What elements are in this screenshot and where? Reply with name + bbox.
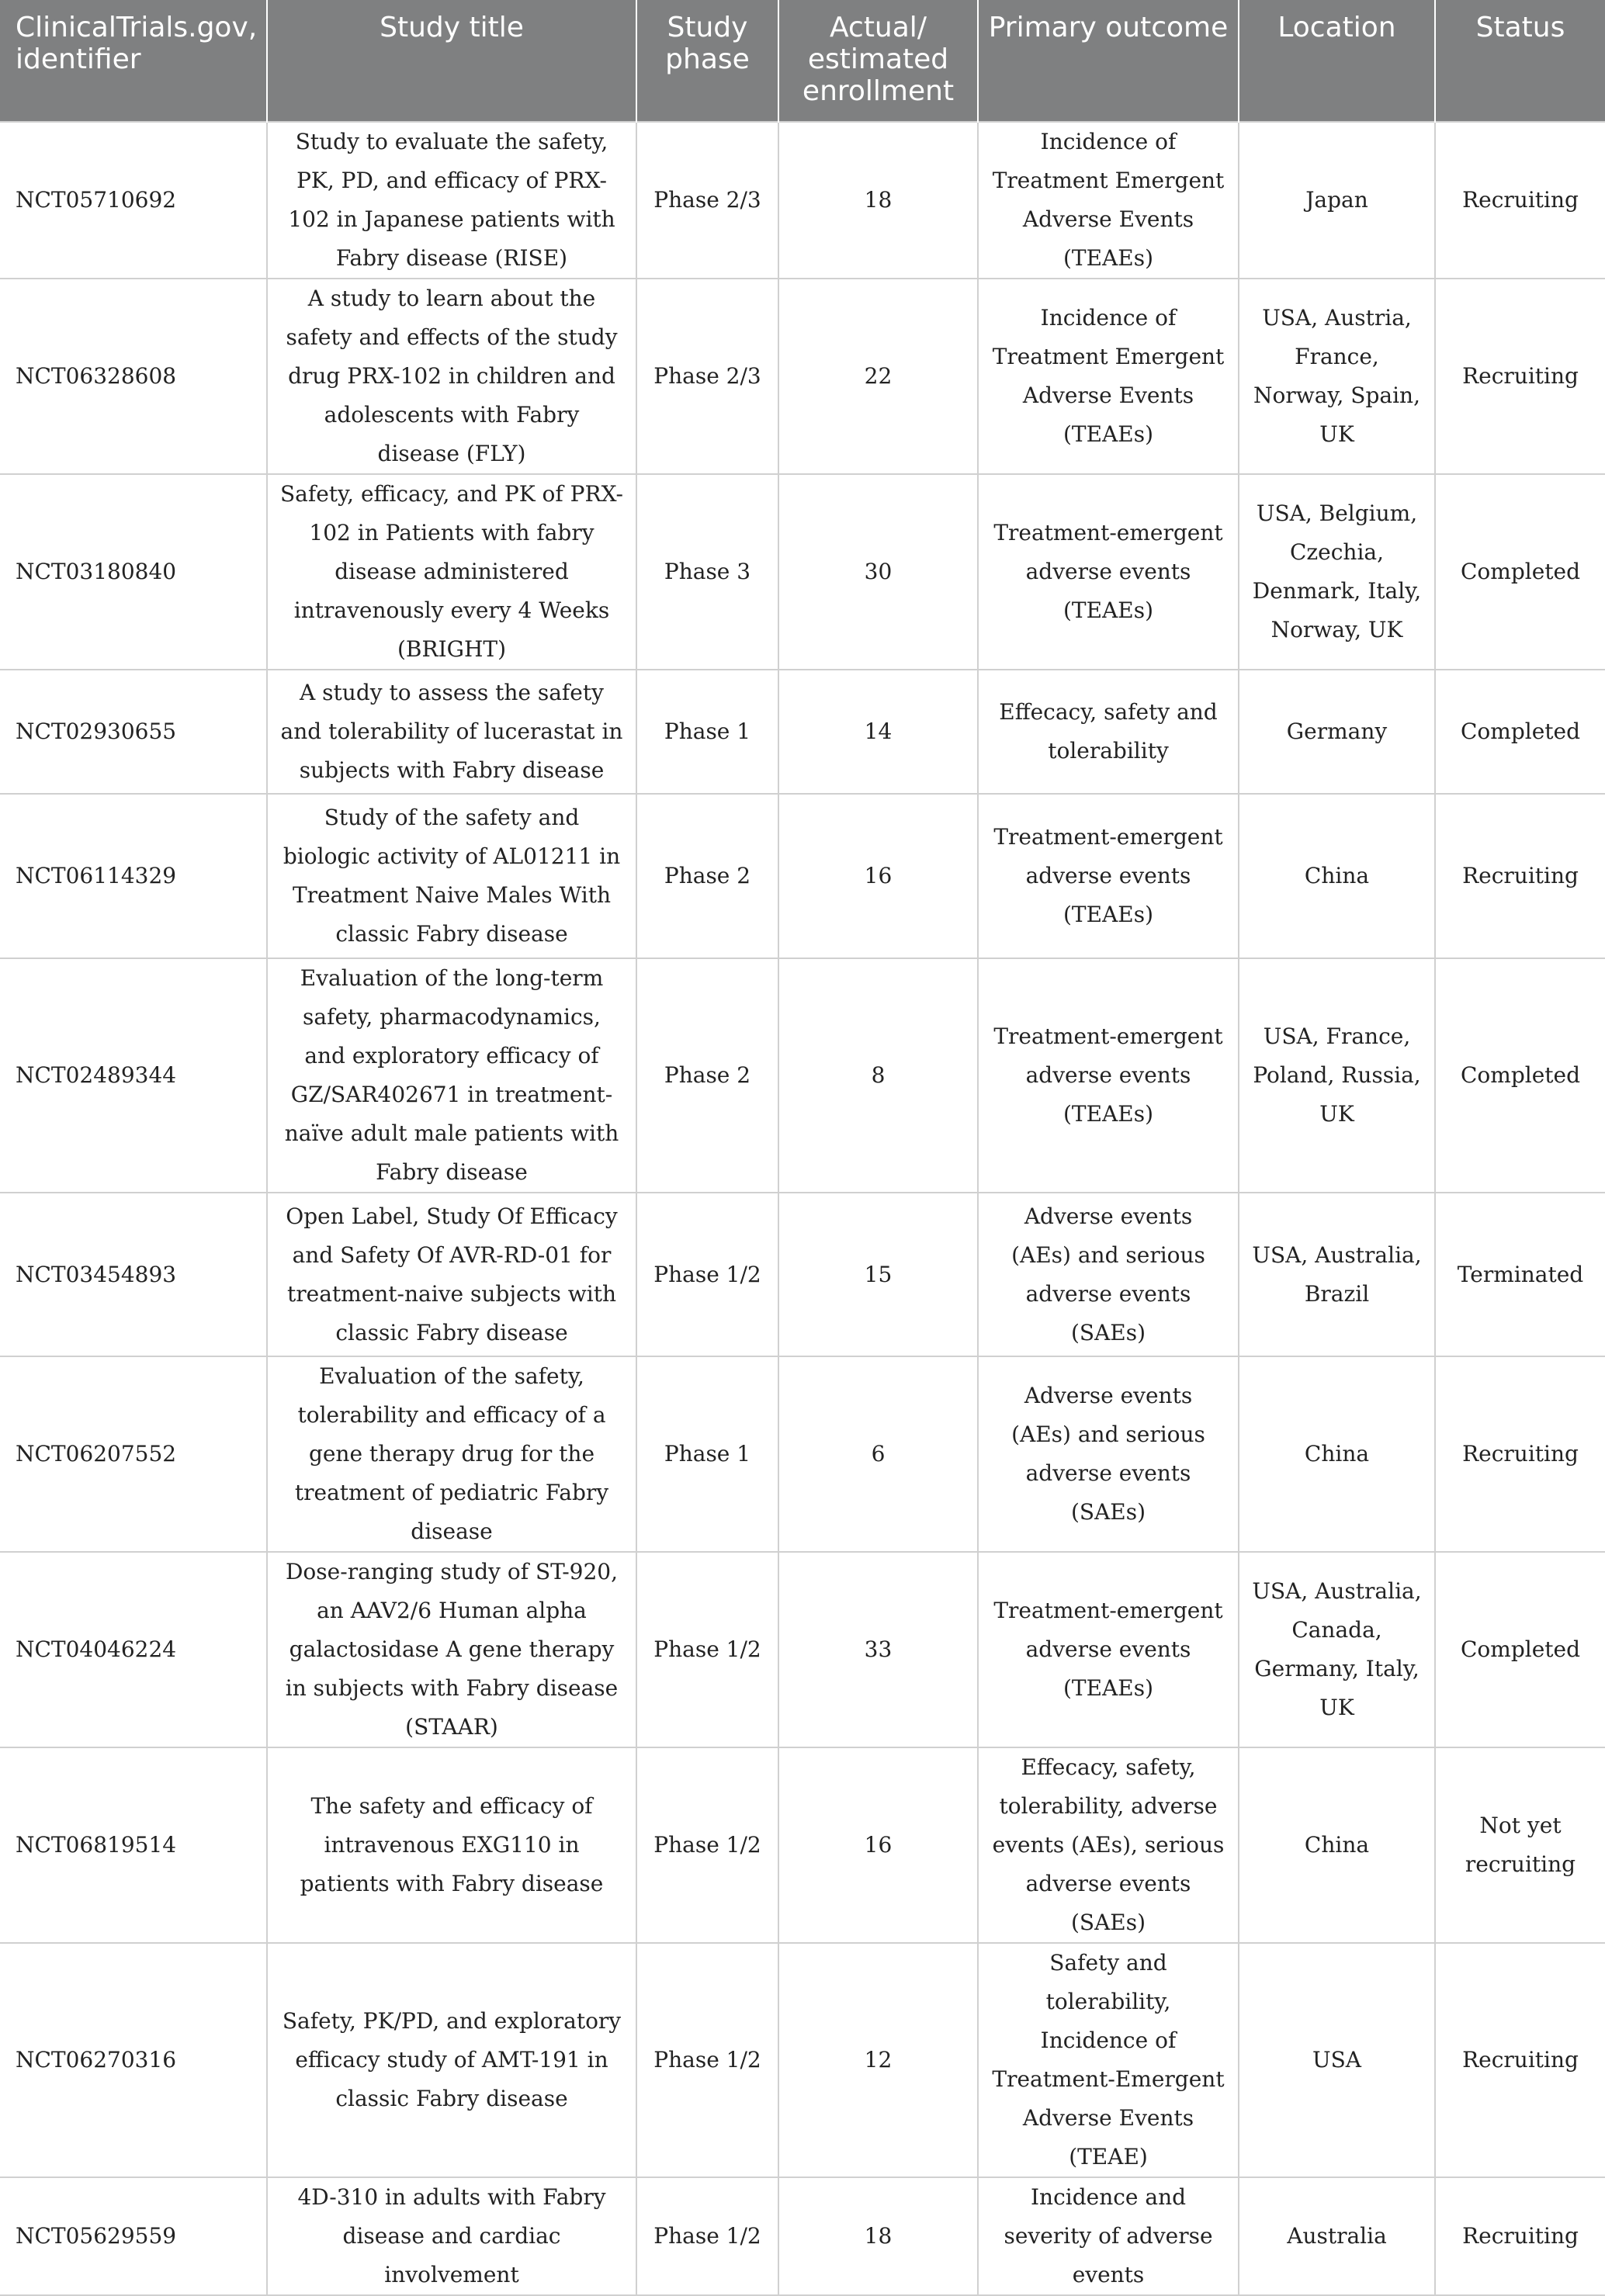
header-study-phase: Study phase: [636, 0, 778, 122]
cell-enrollment: 16: [778, 1747, 978, 1943]
cell-study-title: Dose-ranging study of ST-920, an AAV2/6 Human alpha galactosidase A gene therapy in subjects with Fabry disease (STAAR): [267, 1552, 636, 1747]
cell-primary-outcome: Treatment-emergent adverse events (TEAEs): [978, 794, 1239, 958]
cell-primary-outcome: Incidence and severity of adverse events: [978, 2177, 1239, 2295]
table-row: [0, 1193, 1605, 1356]
table-row: [0, 122, 1605, 279]
cell-study-title: A study to assess the safety and tolerability of lucerastat in subjects with Fabry disease: [267, 670, 636, 794]
cell-study-title: Open Label, Study Of Efficacy and Safety Of AVR-RD-01 for treatment-naive subjects with classic Fabry disease: [267, 1193, 636, 1356]
cell-status: Completed: [1435, 1552, 1605, 1747]
table-row: [0, 1552, 1605, 1747]
cell-study-title: Evaluation of the long-term safety, pharmacodynamics, and exploratory efficacy of GZ/SAR402671 in treatment-naïve adult male patients with Fabry disease: [267, 958, 636, 1193]
cell-study-phase: Phase 1/2: [636, 1747, 778, 1943]
cell-status: Terminated: [1435, 1193, 1605, 1356]
cell-identifier: NCT05629559: [0, 2177, 267, 2295]
cell-enrollment: 18: [778, 2177, 978, 2295]
cell-enrollment: 14: [778, 670, 978, 794]
cell-location: USA, Austria, France, Norway, Spain, UK: [1239, 279, 1435, 474]
table-row: [0, 1943, 1605, 2177]
cell-enrollment: 6: [778, 1356, 978, 1552]
cell-location: USA, France, Poland, Russia, UK: [1239, 958, 1435, 1193]
cell-enrollment: 15: [778, 1193, 978, 1356]
cell-study-title: Safety, PK/PD, and exploratory efficacy study of AMT-191 in classic Fabry disease: [267, 1943, 636, 2177]
cell-study-title: Safety, efficacy, and PK of PRX-102 in Patients with fabry disease administered intravenously every 4 Weeks (BRIGHT): [267, 474, 636, 670]
cell-study-phase: Phase 1/2: [636, 1943, 778, 2177]
cell-location: China: [1239, 1356, 1435, 1552]
cell-primary-outcome: Incidence of Treatment Emergent Adverse Events (TEAEs): [978, 122, 1239, 279]
table-row: [0, 1356, 1605, 1552]
header-study-title: Study title: [267, 0, 636, 122]
cell-identifier: NCT06328608: [0, 279, 267, 474]
cell-enrollment: 12: [778, 1943, 978, 2177]
cell-study-phase: Phase 1/2: [636, 1552, 778, 1747]
cell-primary-outcome: Effecacy, safety and tolerability: [978, 670, 1239, 794]
table-row: [0, 794, 1605, 958]
cell-status: Recruiting: [1435, 1356, 1605, 1552]
cell-primary-outcome: Adverse events (AEs) and serious adverse events (SAEs): [978, 1193, 1239, 1356]
cell-location: China: [1239, 794, 1435, 958]
cell-study-phase: Phase 1/2: [636, 2177, 778, 2295]
cell-location: Australia: [1239, 2177, 1435, 2295]
cell-study-phase: Phase 2/3: [636, 122, 778, 279]
table-row: [0, 670, 1605, 794]
header-row: [0, 0, 1605, 122]
cell-location: USA, Australia, Canada, Germany, Italy, UK: [1239, 1552, 1435, 1747]
cell-status: Recruiting: [1435, 1943, 1605, 2177]
cell-study-title: The safety and efficacy of intravenous EXG110 in patients with Fabry disease: [267, 1747, 636, 1943]
cell-location: Germany: [1239, 670, 1435, 794]
cell-study-phase: Phase 2: [636, 958, 778, 1193]
cell-study-title: A study to learn about the safety and effects of the study drug PRX-102 in children and adolescents with Fabry disease (FLY): [267, 279, 636, 474]
cell-status: Completed: [1435, 958, 1605, 1193]
cell-study-title: 4D-310 in adults with Fabry disease and cardiac involvement: [267, 2177, 636, 2295]
cell-identifier: NCT06270316: [0, 1943, 267, 2177]
header-location: Location: [1239, 0, 1435, 122]
cell-study-phase: Phase 2/3: [636, 279, 778, 474]
cell-identifier: NCT06207552: [0, 1356, 267, 1552]
cell-enrollment: 16: [778, 794, 978, 958]
header-identifier: ClinicalTrials.gov, identifier: [0, 0, 267, 122]
cell-identifier: NCT04046224: [0, 1552, 267, 1747]
cell-enrollment: 18: [778, 122, 978, 279]
table-row: [0, 958, 1605, 1193]
cell-study-phase: Phase 3: [636, 474, 778, 670]
cell-location: USA, Belgium, Czechia, Denmark, Italy, Norway, UK: [1239, 474, 1435, 670]
cell-primary-outcome: Treatment-emergent adverse events (TEAEs): [978, 958, 1239, 1193]
cell-primary-outcome: Safety and tolerability, Incidence of Treatment-Emergent Adverse Events (TEAE): [978, 1943, 1239, 2177]
cell-identifier: NCT02930655: [0, 670, 267, 794]
cell-location: China: [1239, 1747, 1435, 1943]
cell-status: Recruiting: [1435, 794, 1605, 958]
cell-location: Japan: [1239, 122, 1435, 279]
cell-study-title: Evaluation of the safety, tolerability and efficacy of a gene therapy drug for the treatment of pediatric Fabry disease: [267, 1356, 636, 1552]
cell-enrollment: 33: [778, 1552, 978, 1747]
cell-study-title: Study to evaluate the safety, PK, PD, and efficacy of PRX-102 in Japanese patients with Fabry disease (RISE): [267, 122, 636, 279]
cell-identifier: NCT05710692: [0, 122, 267, 279]
cell-identifier: NCT06114329: [0, 794, 267, 958]
cell-enrollment: 8: [778, 958, 978, 1193]
cell-status: Recruiting: [1435, 2177, 1605, 2295]
cell-primary-outcome: Adverse events (AEs) and serious adverse events (SAEs): [978, 1356, 1239, 1552]
cell-identifier: NCT06819514: [0, 1747, 267, 1943]
header-primary-outcome: Primary outcome: [978, 0, 1239, 122]
table-row: [0, 1747, 1605, 1943]
table-row: [0, 279, 1605, 474]
cell-primary-outcome: Incidence of Treatment Emergent Adverse Events (TEAEs): [978, 279, 1239, 474]
table-row: [0, 2177, 1605, 2295]
cell-identifier: NCT02489344: [0, 958, 267, 1193]
cell-status: Recruiting: [1435, 279, 1605, 474]
cell-enrollment: 22: [778, 279, 978, 474]
cell-status: Not yet recruiting: [1435, 1747, 1605, 1943]
cell-primary-outcome: Treatment-emergent adverse events (TEAEs): [978, 474, 1239, 670]
cell-study-phase: Phase 1: [636, 1356, 778, 1552]
cell-location: USA: [1239, 1943, 1435, 2177]
cell-study-phase: Phase 1: [636, 670, 778, 794]
cell-study-title: Study of the safety and biologic activity of AL01211 in Treatment Naive Males With classic Fabry disease: [267, 794, 636, 958]
cell-enrollment: 30: [778, 474, 978, 670]
table-row: [0, 474, 1605, 670]
header-enrollment: Actual/ estimated enrollment: [778, 0, 978, 122]
cell-identifier: NCT03180840: [0, 474, 267, 670]
cell-study-phase: Phase 2: [636, 794, 778, 958]
header-status: Status: [1435, 0, 1605, 122]
cell-location: USA, Australia, Brazil: [1239, 1193, 1435, 1356]
cell-identifier: NCT03454893: [0, 1193, 267, 1356]
cell-status: Completed: [1435, 670, 1605, 794]
cell-study-phase: Phase 1/2: [636, 1193, 778, 1356]
cell-status: Recruiting: [1435, 122, 1605, 279]
cell-primary-outcome: Treatment-emergent adverse events (TEAEs): [978, 1552, 1239, 1747]
cell-status: Completed: [1435, 474, 1605, 670]
cell-primary-outcome: Effecacy, safety, tolerability, adverse events (AEs), serious adverse events (SAEs): [978, 1747, 1239, 1943]
